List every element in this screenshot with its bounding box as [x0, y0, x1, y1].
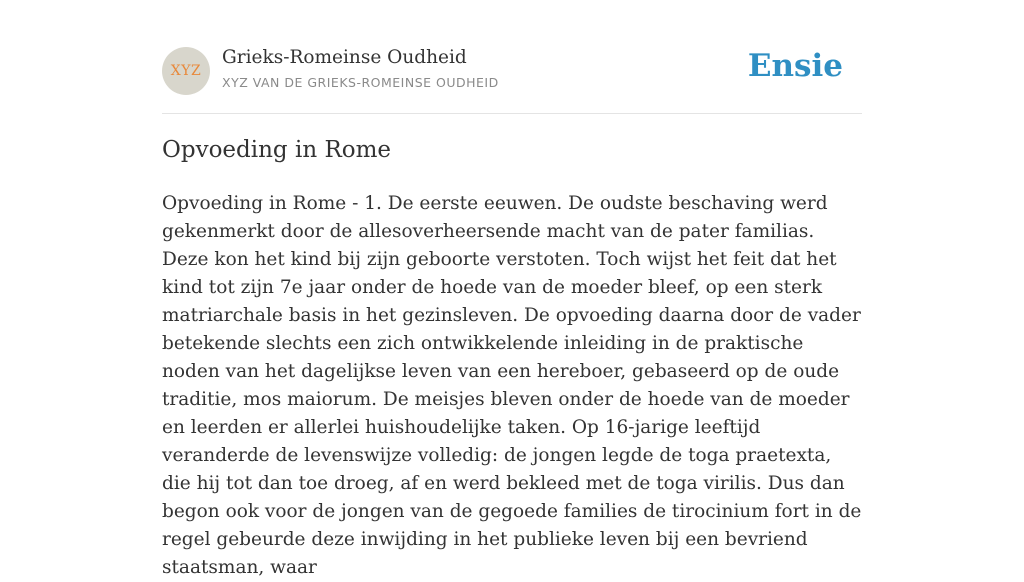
header [162, 46, 862, 96]
header-divider [162, 113, 862, 114]
article-body: Opvoeding in Rome - 1. De eerste eeuwen. De oudste beschaving werd gekenmerkt door de allesoverheersende macht van de pater familias. Deze kon het kind bij zijn geboorte verstoten. Toch wijst het feit dat het kind tot zijn 7e jaar onder de hoede van de moeder bleef, op een sterk matriarchale basis in het gezinsleven. De opvoeding daarna door de vader betekende slechts een zich ontwikkelende inleiding in de praktische noden van het dagelijkse leven van een hereboer, gebaseerd op de oude traditie, mos maiorum. De meisjes bleven onder de hoede van de moeder en leerden er allerlei huishoudelijke taken. Op 16-jarige leeftijd veranderde de levenswijze volledig: de jongen legde de toga praetexta, die hij tot dan toe droeg, af en werd bekleed met de toga virilis. Dus dan begon ook voor de jongen van de gegoede families de tirocinium fort in de regel gebeurde deze inwijding in het publieke leven bij een bevriend staatsman, waar [162, 193, 862, 578]
author-subtitle-link[interactable]: XYZ VAN DE GRIEKS-ROMEINSE OUDHEID [222, 75, 499, 90]
avatar[interactable]: XYZ [162, 47, 210, 95]
article-title: Opvoeding in Rome [162, 137, 392, 163]
author-name-link[interactable]: Grieks-Romeinse Oudheid [222, 47, 467, 68]
ensie-logo[interactable]: Ensie [747, 48, 843, 84]
